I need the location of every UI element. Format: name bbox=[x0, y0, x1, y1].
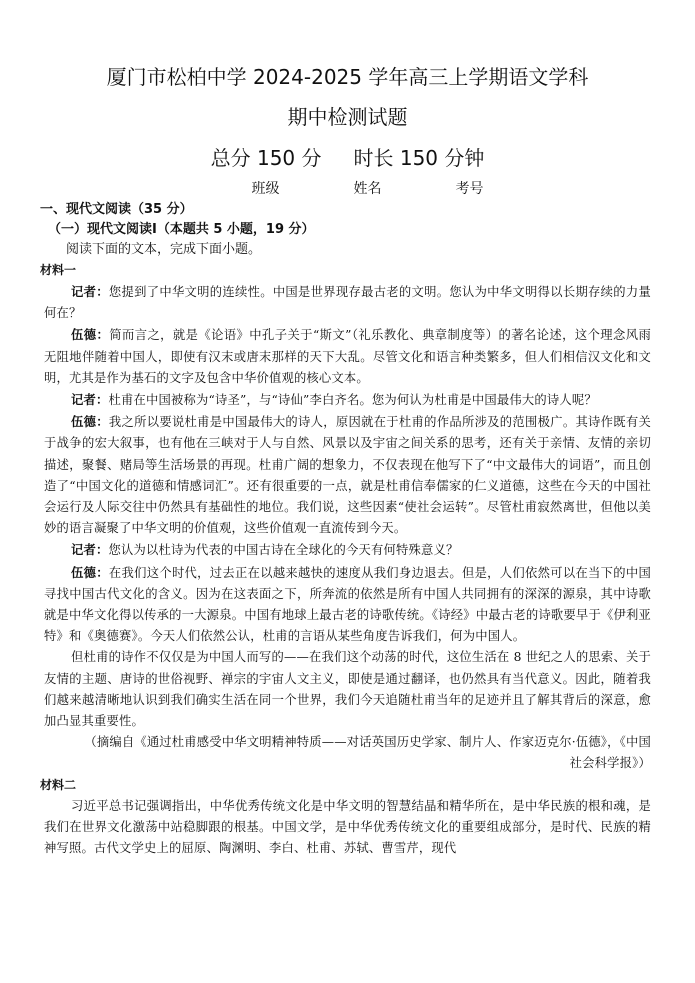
interview-paragraph bbox=[44, 324, 651, 389]
interview-paragraph bbox=[44, 562, 651, 648]
material-two-label: 材料二 bbox=[40, 777, 77, 792]
paragraph-text: 您认为以杜诗为代表的中国古诗在全球化的今天有何特殊意义？ bbox=[108, 543, 459, 558]
exam-no-label: 考号 bbox=[455, 181, 484, 197]
paragraph-text: 在我们这个时代，过去正在以越来越快的速度从我们身边退去。但是，人们依然可以在当下的中国寻找中国古代文化的含义。因为在这表面之下，所奔流的依然是所有中国人共同拥有的深深的源泉，其中诗歌就是中华文化得以传承的一大源泉。中国有地球上最古老的诗歌传统。《诗经》中最古老的诗歌要早于《伊利亚特》和《奥德赛》。今天人们依然公认，杜甫的言语从某些角度告诉我们，何为中国人。 bbox=[44, 565, 651, 644]
speaker-label: 伍德： bbox=[71, 327, 110, 343]
reading-instruction: 阅读下面的文本，完成下面小题。 bbox=[66, 242, 262, 257]
speaker-label: 记者： bbox=[71, 284, 109, 299]
class-label: 班级 bbox=[251, 181, 280, 197]
section-heading: 一、现代文阅读（35 分） bbox=[40, 202, 193, 217]
paragraph-text: 但杜甫的诗作不仅仅是为中国人而写的——在我们这个动荡的时代，这位生活在 8 世纪之人的思索、关于友情的主题、唐诗的世俗视野、禅宗的宇宙人文主义，即使是通过翻译，也仍然具有当代意义。因此，随着我们越来越清晰地认识到我们确实生活在同一个世界，我们今天追随杜甫当年的足迹并且了解其背后的深意，愈加凸显其重要性。 bbox=[44, 650, 651, 729]
paragraph-text: 习近平总书记强调指出，中华优秀传统文化是中华文明的智慧结晶和精华所在，是中华民族的根和魂，是我们在世界文化激荡中站稳脚跟的根基。中国文学，是中华优秀传统文化的重要组成部分，是时代、民族的精神写照。古代文学史上的屈原、陶渊明、李白、杜甫、苏轼、曹雪芹，现代 bbox=[44, 798, 651, 856]
exam-title: 厦门市松柏中学 2024-2025 学年高三上学期语文学科 bbox=[106, 65, 589, 89]
exam-subtitle: 期中检测试题 bbox=[287, 105, 408, 129]
speaker-label: 伍德： bbox=[71, 564, 109, 580]
interview-paragraph bbox=[44, 389, 651, 411]
interview-paragraph bbox=[44, 411, 651, 539]
paragraph-text: 我之所以要说杜甫是中国最伟大的诗人，原因就在于杜甫的作品所涉及的范围极广。其诗作既有关于战争的宏大叙事，也有他在三峡对于人与自然、风景以及宇宙之间关系的思考，还有关于亲情、友情的亲切描述，聚餐、赌局等生活场景的再现。杜甫广阔的想象力，不仅表现在他写下了“中文最伟大的词语”，而且创造了“中国文化的道德和情感词汇”。还有很重要的一点，就是杜甫信奉儒家的仁义道德，这些在今天的中国社会运行及人际交往中仍然具有基础性的地位。我们说，这些因素“使社会运转”。尽管杜甫寂然离世，但他以美妙的语言凝聚了中华文明的价值观，这些价值观一直流传到今天。 bbox=[44, 415, 651, 536]
speaker-label: 伍德： bbox=[71, 414, 109, 430]
paragraph-text: 您提到了中华文明的连续性。中国是世界现存最古老的文明。您认为中华文明得以长期存续的力量何在？ bbox=[44, 285, 651, 321]
material-one-source: （摘编自《通过杜甫感受中华文明精神特质——对话英国历史学家、制片人、作家迈克尔·伍德》，《中国社会科学报》） bbox=[84, 735, 651, 771]
total-score: 总分 150 分 bbox=[210, 146, 322, 170]
interview-paragraph bbox=[44, 647, 651, 732]
speaker-label: 记者： bbox=[71, 542, 109, 558]
material-two-paragraph bbox=[44, 796, 651, 860]
paragraph-text: 杜甫在中国被称为“诗圣”，与“诗仙”李白齐名。您为何认为杜甫是中国最伟大的诗人呢？ bbox=[108, 393, 597, 408]
name-label: 姓名 bbox=[353, 181, 382, 197]
student-info-row bbox=[84, 178, 651, 200]
material-one-label: 材料一 bbox=[40, 263, 77, 277]
speaker-label: 记者： bbox=[71, 392, 109, 408]
interview-paragraph bbox=[44, 281, 651, 324]
section-sub-heading: （一）现代文阅读Ⅰ（本题共 5 小题，19 分） bbox=[48, 222, 315, 237]
score-time-row bbox=[44, 144, 651, 172]
duration: 时长 150 分钟 bbox=[353, 146, 485, 170]
interview-paragraph bbox=[44, 539, 651, 561]
paragraph-text: 简而言之，就是《论语》中孔子关于“斯文”（礼乐教化、典章制度等）的著名论述，这个理念风雨无阻地伴随着中国人，即使有汉末或唐末那样的天下大乱。尽管文化和语言种类繁多，但人们相信汉文化和文明，尤其是作为基石的文字及包含中华价值观的核心文本。 bbox=[44, 328, 651, 385]
